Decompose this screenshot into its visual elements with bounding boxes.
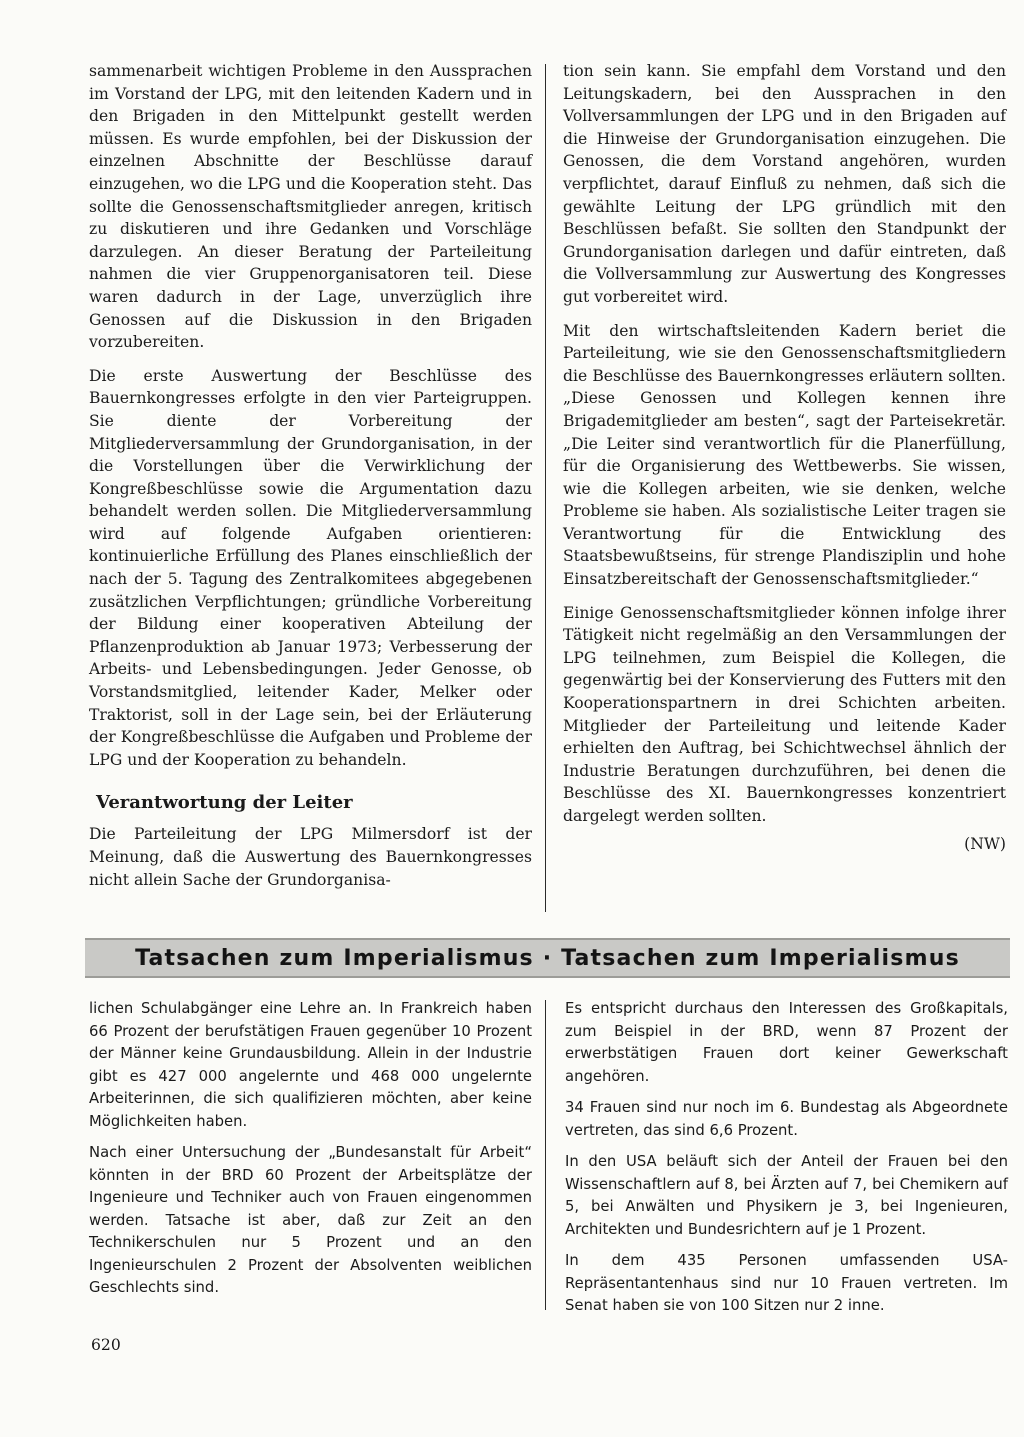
paragraph: Einige Genossenschaftsmitglieder können infolge ihrer Tätigkeit nicht regelmäßig an den Versammlungen der LPG teilnehmen, zum Beispiel die Kollegen, die gegenwärtig bei der Konservierung des Futters mit den Kooperationspartnern in drei Schichten arbeiten. Mitglieder der Parteileitung und leitende Kader erhielten den Auftrag, bei Schichtwechsel ähnlich der Industrie Beratungen durchzuführen, bei denen die Beschlüsse des XI. Bauernkongresses konzentriert dargelegt werden sollten.	[563, 603, 1006, 825]
paragraph: Die Parteileitung der LPG Milmersdorf ist der Meinung, daß die Auswertung des Bauernkongresses nicht allein Sache der Grundorganisa-	[89, 825, 532, 889]
column-divider	[545, 64, 546, 912]
paragraph: Die erste Auswertung der Beschlüsse des Bauernkongresses erfolgte in den vier Parteigruppen. Sie diente der Vorbereitung der Mitgliederversammlung der Grundorganisation, in der die Vorstellungen über die Verwirklichung der Kongreßbeschlüsse sowie die Argumentation dazu behandelt werden sollen. Die Mitgliederversammlung wird auf folgende Aufgaben orientieren: kontinuierliche Erfüllung des Planes einschließlich der nach der 5. Tagung des Zentralkomitees abgegebenen zusätzlichen Verpflichtungen; gründliche Vorbereitung der Bildung einer kooperativen Abteilung der Pflanzenproduktion ab Januar 1973; Verbesserung der Arbeits- und Lebensbedingungen. Jeder Genosse, ob Vorstandsmitglied, leitender Kader, Melker oder Traktorist, soll in der Lage sein, bei der Erläuterung der Kongreßbeschlüsse die Aufgaben und Probleme der LPG und der Kooperation zu behandeln.	[89, 366, 532, 769]
paragraph: In dem 435 Personen umfassenden USA-Repräsentantenhaus sind nur 10 Frauen vertreten. Im Senat haben sie von 100 Sitzen nur 2 inne.	[565, 1252, 1008, 1314]
facts-column-right	[565, 998, 1008, 1327]
paragraph: 34 Frauen sind nur noch im 6. Bundestag als Abgeordnete vertreten, das sind 6,6 Prozent.	[565, 1099, 1008, 1139]
paragraph: tion sein kann. Sie empfahl dem Vorstand und den Leitungskadern, bei den Aussprachen in den Vollversammlungen der LPG und in den Brigaden auf die Hinweise der Grundorganisation einzugehen. Die Genossen, die dem Vorstand angehören, wurden verpflichtet, darauf Einfluß zu nehmen, daß sich die gewählte Leitung der LPG gründlich mit den Beschlüssen befaßt. Sie sollten den Standpunkt der Grundorganisation darlegen und dafür eintreten, daß die Vollversammlung zur Auswertung des Kongresses gut vorbereitet wird.	[563, 62, 1006, 306]
paragraph: sammenarbeit wichtigen Probleme in den Aussprachen im Vorstand der LPG, mit den leitenden Kadern und in den Brigaden in den Mittelpunkt gestellt werden müssen. Es wurde empfohlen, bei der Diskussion der einzelnen Abschnitte der Beschlüsse darauf einzugehen, wo die LPG und die Kooperation steht. Das sollte die Genossenschaftsmitglieder anregen, kritisch zu diskutieren und ihre Gedanken und Vorschläge darzulegen. An dieser Beratung der Parteileitung nahmen die vier Gruppenorganisatoren teil. Diese waren dadurch in der Lage, unverzüglich ihre Genossen auf die Diskussion in den Brigaden vorzubereiten.	[89, 62, 532, 352]
page-number: 620	[91, 1336, 121, 1354]
paragraph: lichen Schulabgänger eine Lehre an. In Frankreich haben 66 Prozent der berufstätigen Frauen gegenüber 10 Prozent der Männer keine Grundausbildung. Allein in der Industrie gibt es 427 000 angelernte und 468 000 ungelernte Arbeiterinnen, die sich qualifizieren möchten, aber keine Möglichkeiten haben.	[89, 1000, 532, 1130]
paragraph: Nach einer Untersuchung der „Bundesanstalt für Arbeit“ könnten in der BRD 60 Prozent der Arbeitsplätze der Ingenieure und Techniker auch von Frauen eingenommen werden. Tatsache ist aber, daß zur Zeit an den Technikerschulen nur 5 Prozent und an den Ingenieurschulen 2 Prozent der Absolventen weiblichen Geschlechts sind.	[89, 1144, 532, 1296]
paragraph: In den USA beläuft sich der Anteil der Frauen bei den Wissenschaftlern auf 8, bei Ärzten auf 7, bei Chemikern auf 5, bei Anwälten und Physikern je 3, bei Ingenieuren, Architekten und Bundesrichtern auf je 1 Prozent.	[565, 1153, 1008, 1238]
facts-column-left	[89, 998, 532, 1309]
article-column-right	[563, 60, 1006, 855]
paragraph: Mit den wirtschaftsleitenden Kadern beriet die Parteileitung, wie sie den Genossenschaftsmitgliedern die Beschlüsse des Bauernkongresses erläutern sollten. „Diese Genossen und Kollegen kennen ihre Brigademitglieder am besten“, sagt der Parteisekretär. „Die Leiter sind verantwortlich für die Planerfüllung, für die Organisierung des Wettbewerbs. Sie wissen, wie die Kollegen arbeiten, wie sie denken, welche Probleme sie haben. Als sozialistische Leiter tragen sie Verantwortung für die Entwicklung des Staatsbewußtseins, für strenge Plandisziplin und hohe Einsatzbereitschaft der Genossenschaftsmitglieder.“	[563, 321, 1006, 589]
section-banner: Tatsachen zum Imperialismus · Tatsachen zum Imperialismus	[85, 938, 1010, 978]
paragraph: Es entspricht durchaus den Interessen des Großkapitals, zum Beispiel in der BRD, wenn 87 Prozent der erwerbstätigen Frauen dort keiner Gewerkschaft angehören.	[565, 1000, 1008, 1085]
column-divider	[545, 1000, 546, 1310]
article-column-left	[89, 60, 532, 902]
author-signature: (NW)	[964, 834, 1006, 853]
section-heading: Verantwortung der Leiter	[96, 792, 353, 814]
